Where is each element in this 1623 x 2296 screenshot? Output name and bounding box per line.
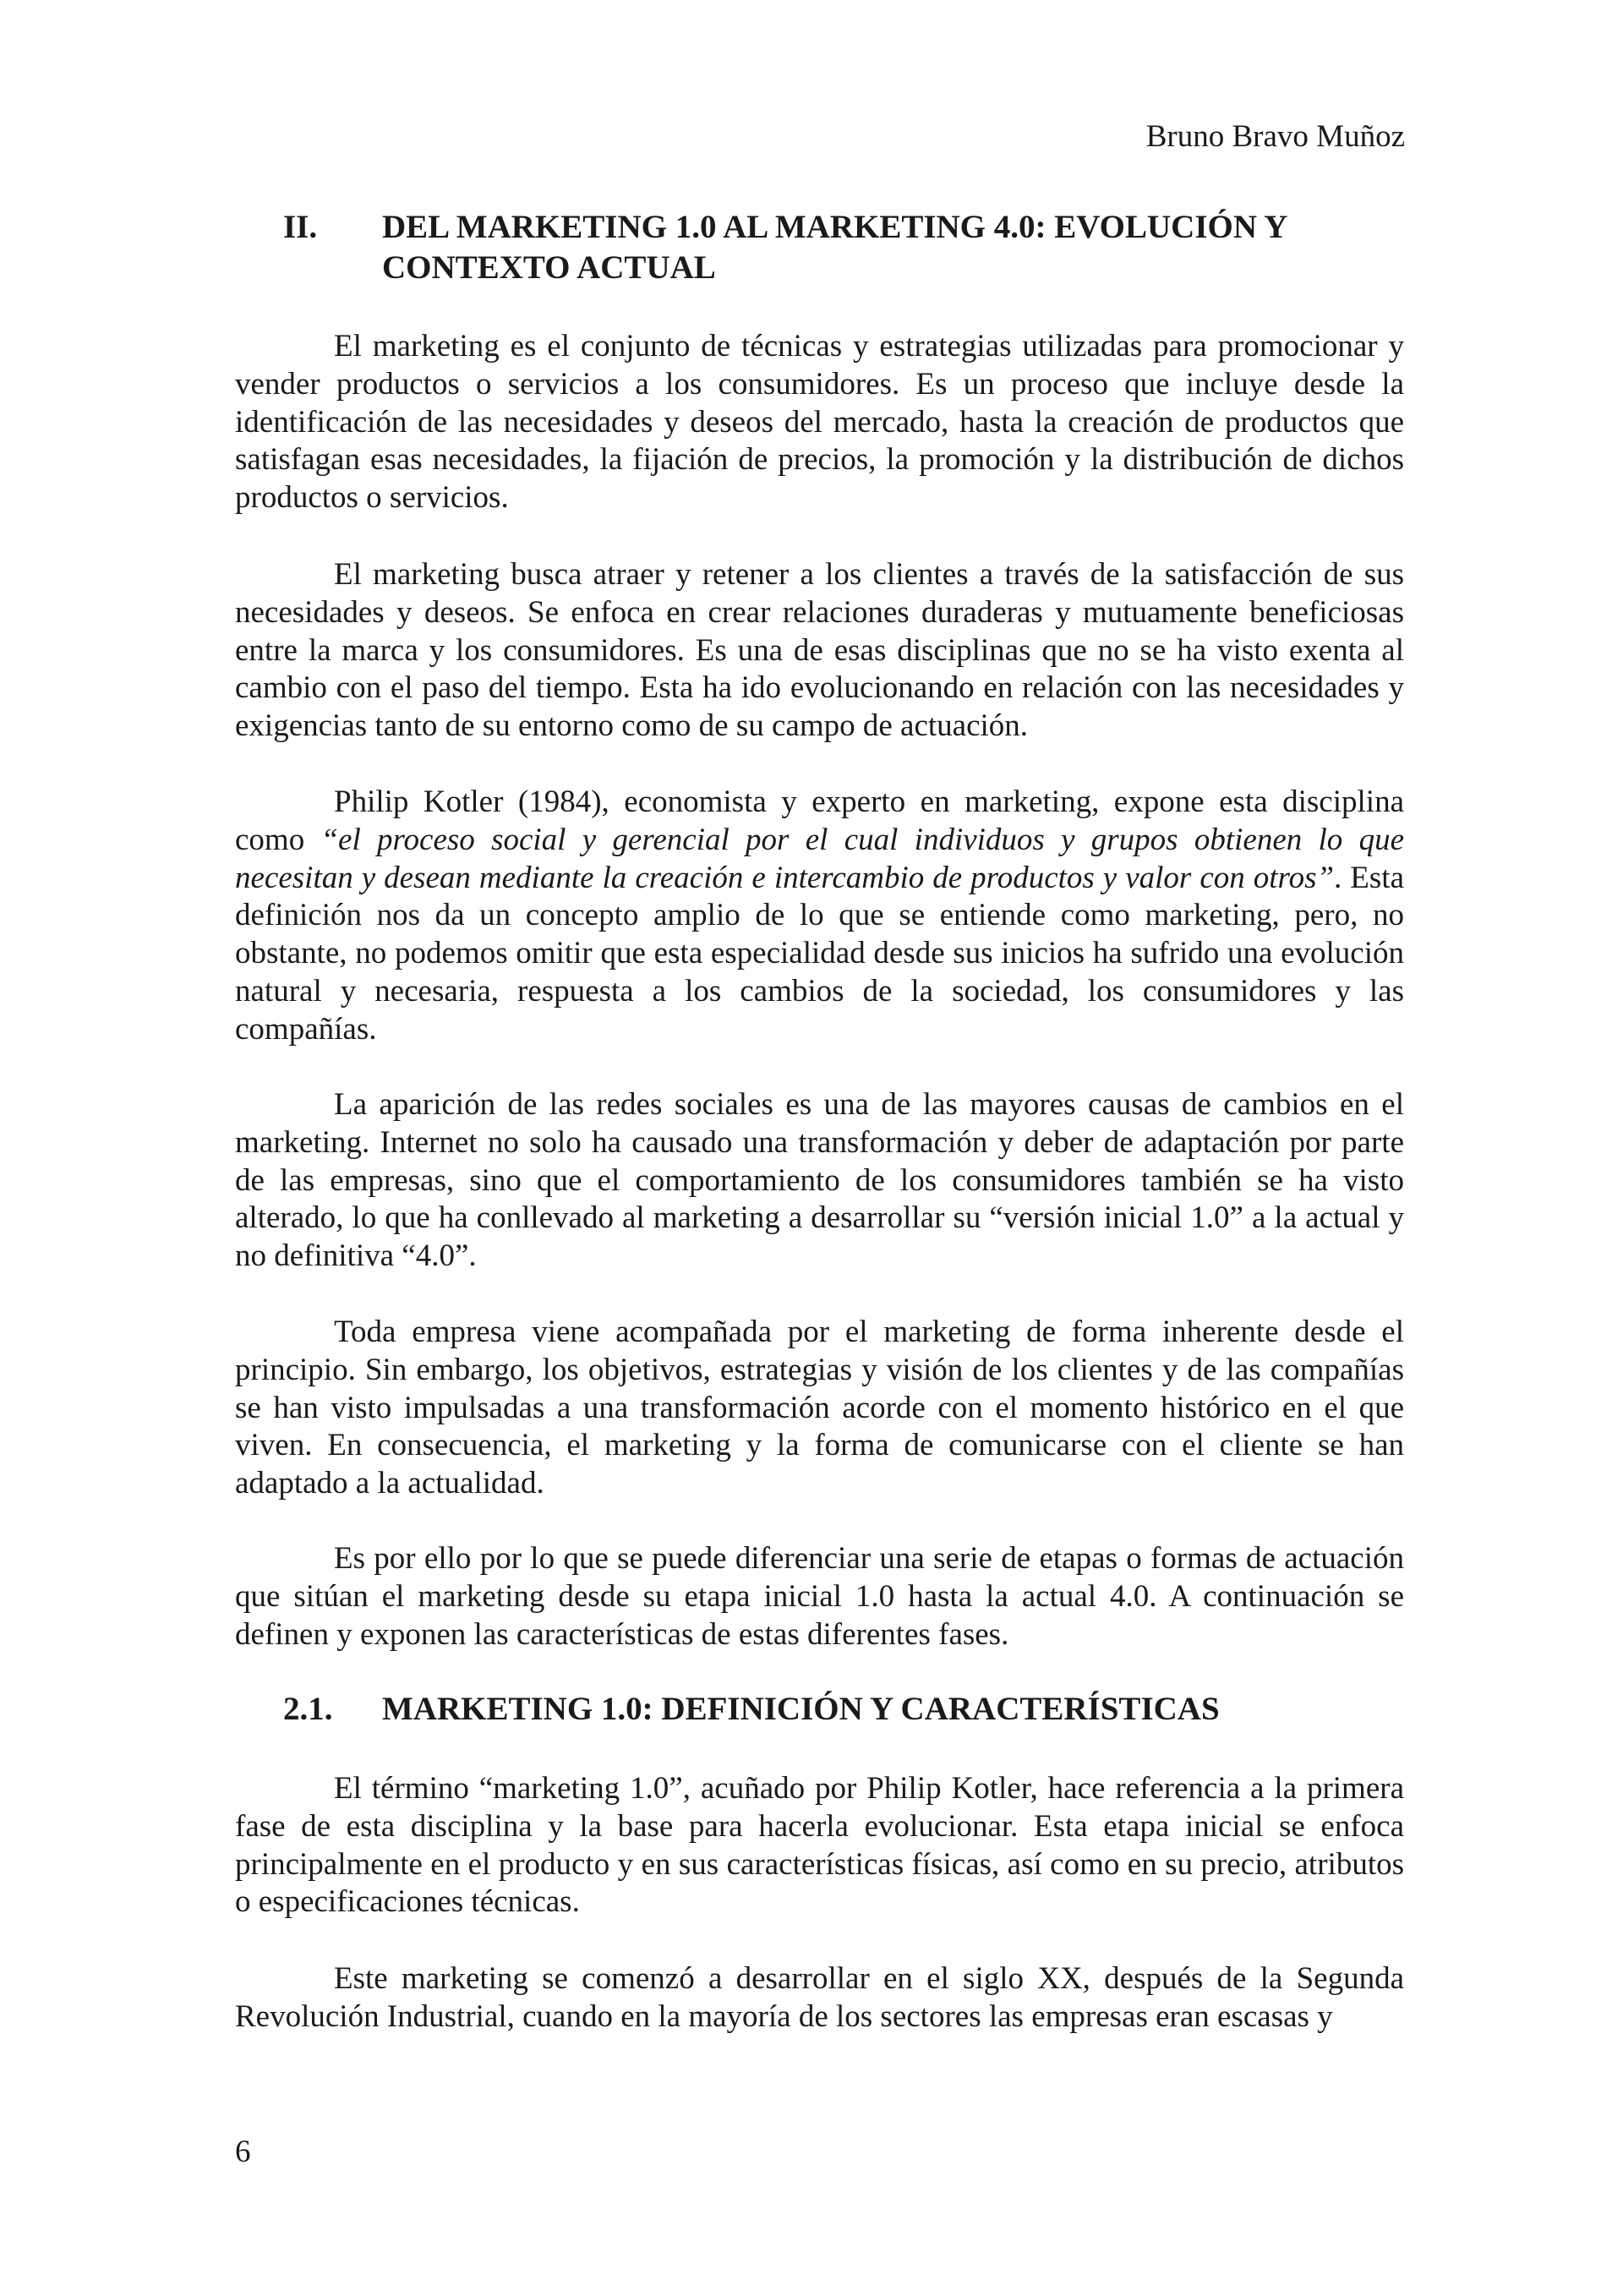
section-number: II. <box>283 209 318 245</box>
subsection-number: 2.1. <box>283 1691 333 1727</box>
body-paragraph: La aparición de las redes sociales es una de las mayores causas de cambios en el marketing. Internet no solo ha causado una transformación y deber de adaptación por parte de las empresas, sino que el comportamiento de los consumidores también se ha visto alterado, lo que ha conllevado al marketing a desarrollar su “versión inicial 1.0” a la actual y no definitiva “4.0”. <box>235 1087 1404 1274</box>
body-paragraph: Este marketing se comenzó a desarrollar en el siglo XX, después de la Segunda Revolución Industrial, cuando en la mayoría de los sectores las empresas eran escasas y <box>235 1961 1404 2034</box>
kotler-intro-text: Philip Kotler (1984), economista y experto en marketing, expone esta disciplina como <box>235 784 1404 857</box>
body-paragraph: El marketing es el conjunto de técnicas y estrategias utilizadas para promocionar y vender productos o servicios a los consumidores. Es un proceso que incluye desde la identificación de las necesidades y deseos del mercado, hasta la creación de productos que satisfagan esas necesidades, la fijación de precios, la promoción y la distribución de dichos productos o servicios. <box>235 329 1404 516</box>
running-head-author: Bruno Bravo Muñoz <box>1145 119 1405 154</box>
kotler-after-text: . Esta definición nos da un concepto amplio de lo que se entiende como marketing, pero, no obstante, no podemos omitir que esta especialidad desde sus inicios ha sufrido una evolución natural y necesaria, respuesta a los cambios de la sociedad, los consumidores y las compañías. <box>235 860 1405 1047</box>
body-paragraph: Toda empresa viene acompañada por el marketing de forma inherente desde el principio. Sin embargo, los objetivos, estrategias y visión de los clientes y de las compañías se han visto impulsadas a una transformación acorde con el momento histórico en el que viven. En consecuencia, el marketing y la forma de comunicarse con el cliente se han adaptado a la actualidad. <box>235 1315 1404 1501</box>
body-paragraph: El marketing busca atraer y retener a los clientes a través de la satisfacción de sus necesidades y deseos. Se enfoca en crear relaciones duraderas y mutuamente beneficiosas entre la marca y los consumidores. Es una de esas disciplinas que no se ha visto exenta al cambio con el paso del tiempo. Esta ha ido evolucionando en relación con las necesidades y exigencias tanto de su entorno como de su campo de actuación. <box>235 557 1404 744</box>
kotler-quote: “el proceso social y gerencial por el cual individuos y grupos obtienen lo que necesitan y desean mediante la creación e intercambio de productos y valor con otros” <box>235 822 1405 895</box>
body-paragraph: Es por ello por lo que se puede diferenciar una serie de etapas o formas de actuación que sitúan el marketing desde su etapa inicial 1.0 hasta la actual 4.0. A continuación se definen y exponen las características de estas diferentes fases. <box>235 1541 1404 1652</box>
kotler-definition-paragraph <box>235 784 1404 1049</box>
section-title: DEL MARKETING 1.0 AL MARKETING 4.0: EVOLUCIÓN Y CONTEXTO ACTUAL <box>382 209 1287 286</box>
page-number: 6 <box>235 2135 251 2169</box>
subsection-title: MARKETING 1.0: DEFINICIÓN Y CARACTERÍSTICAS <box>382 1691 1220 1727</box>
body-paragraph: El término “marketing 1.0”, acuñado por Philip Kotler, hace referencia a la primera fase de esta disciplina y la base para hacerla evolucionar. Esta etapa inicial se enfoca principalmente en el producto y en sus características físicas, así como en su precio, atributos o especificaciones técnicas. <box>235 1771 1404 1920</box>
